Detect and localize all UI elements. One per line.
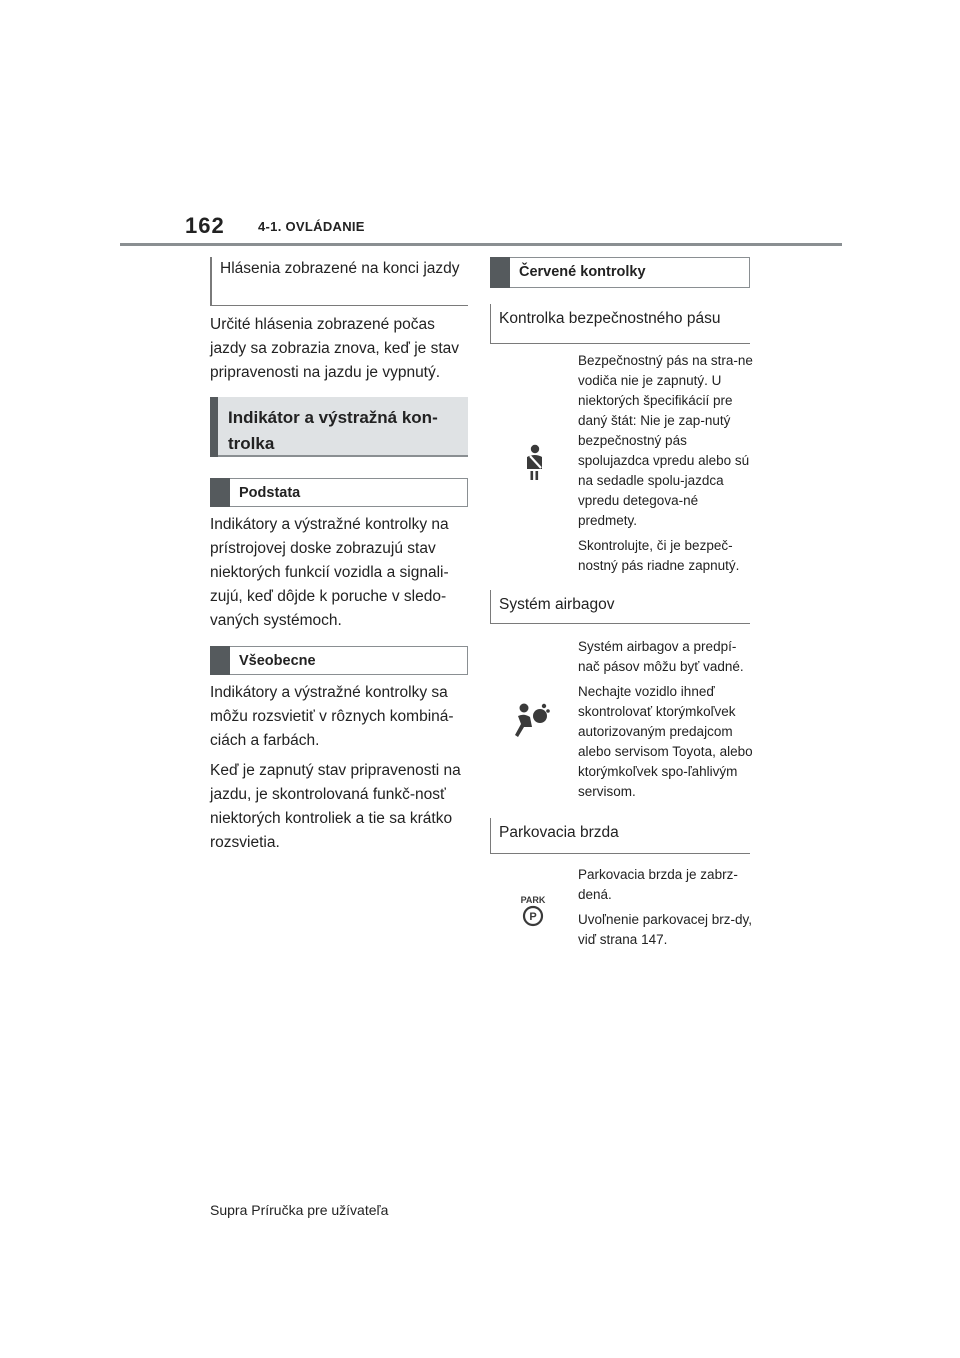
main-heading	[210, 397, 468, 457]
desc-text: Uvoľnenie parkovacej brz-dy, viď strana 147.	[578, 912, 753, 947]
row-title-seatbelt	[490, 304, 750, 344]
desc-text: Systém airbagov a predpí-nač pásov môžu byť vadné.	[578, 639, 744, 674]
paragraph-general	[210, 681, 472, 861]
row-title-parking-brake	[490, 818, 750, 854]
svg-text:P: P	[529, 911, 537, 923]
desc-text: Nechajte vozidlo ihneď skontrolovať ktorýmkoľvek autorizovaným predajcom alebo servisom Toyota, alebo ktorýmkoľvek spo-ľahlivým servisom.	[578, 684, 753, 799]
box-heading-red-lamps	[490, 257, 750, 288]
main-heading-text: Indikátor a výstražná kon-trolka	[228, 408, 438, 453]
row-desc-airbag	[578, 637, 753, 807]
paragraph-text: Indikátory a výstražné kontrolky sa môžu rozsvietiť v rôznych kombiná-ciách a farbách.	[210, 684, 454, 749]
heading-bar	[490, 257, 510, 288]
airbag-icon	[513, 702, 551, 738]
desc-text: Skontrolujte, či je bezpeč-nostný pás riadne zapnutý.	[578, 538, 740, 573]
row-title-text: Parkovacia brzda	[499, 824, 619, 841]
subheading-text: Hlásenia zobrazené na konci jazdy	[220, 260, 460, 277]
row-desc-seatbelt	[578, 351, 753, 581]
row-title-text: Systém airbagov	[499, 596, 615, 613]
paragraph-text: Indikátory a výstražné kontrolky na prístrojovej doske zobrazujú stav niektorých funkcií vozidla a signali-zujú, keď dôjde k poruche v sledo-vaných systémoch.	[210, 516, 449, 629]
subheading-end-of-drive-messages	[210, 257, 468, 306]
parking-brake-icon	[519, 895, 547, 927]
row-desc-parking-brake	[578, 865, 753, 955]
desc-text: Parkovacia brzda je zabrz-dená.	[578, 867, 738, 902]
paragraph-principle	[210, 513, 472, 639]
row-title-airbag	[490, 590, 750, 624]
desc-text: Bezpečnostný pás na stra-ne vodiča nie je zapnutý. U niektorých špecifikácií pre daný štát: Nie je zap-nutý bezpečnostný pás spolujazdca vpredu alebo sú na sedadle spolu-jazdca vpredu detegova-né predmety.	[578, 353, 753, 528]
box-heading-text: Podstata	[239, 485, 301, 501]
box-heading-general	[210, 646, 468, 675]
paragraph-end-of-drive	[210, 313, 472, 391]
heading-bar	[210, 646, 230, 675]
row-title-text: Kontrolka bezpečnostného pásu	[499, 310, 721, 327]
heading-bar	[210, 478, 230, 507]
paragraph-text: Určité hlásenia zobrazené počas jazdy sa zobrazia znova, keď je stav pripravenosti na jazdu je vypnutý.	[210, 316, 460, 381]
box-heading-text: Červené kontrolky	[519, 264, 646, 280]
page-number: 162	[185, 213, 225, 238]
heading-bar	[210, 397, 218, 457]
box-heading-principle	[210, 478, 468, 507]
seatbelt-icon	[522, 444, 546, 482]
section-title: 4-1. OVLÁDANIE	[258, 219, 365, 234]
footer-text: Supra Príručka pre užívateľa	[210, 1202, 389, 1218]
paragraph-text: Keď je zapnutý stav pripravenosti na jazdu, je skontrolovaná funkč-nosť niektorých kontroliek a tie sa krátko rozsvietia.	[210, 762, 461, 851]
header-rule	[120, 243, 842, 246]
box-heading-text: Všeobecne	[239, 653, 316, 669]
park-label: PARK	[520, 895, 546, 905]
